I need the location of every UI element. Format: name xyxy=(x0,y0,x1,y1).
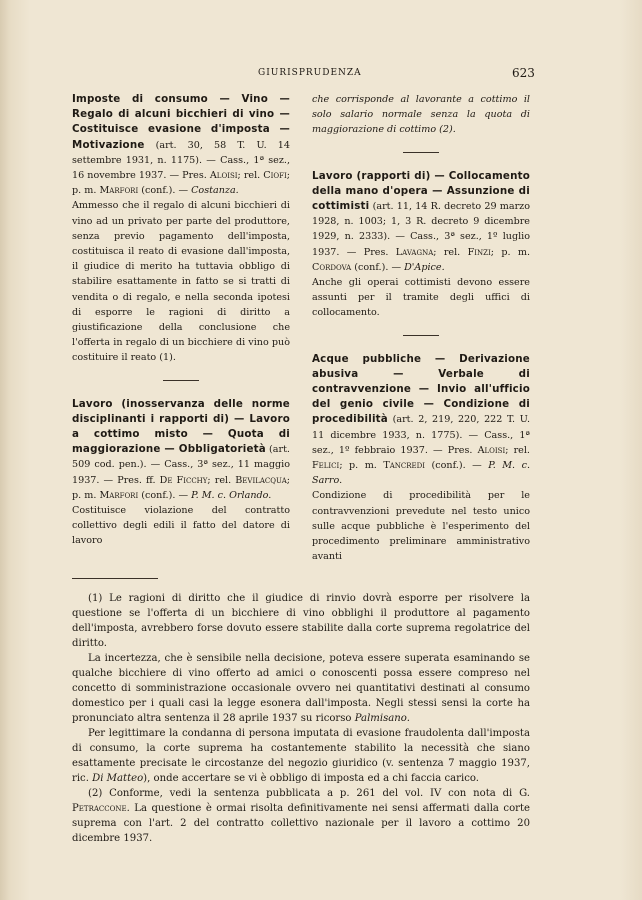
case-summary: Ammesso che il regalo di alcuni bicchieri di vino ad un privato per parte del produttore, senza previo pagamento dell'imposta, costituisca il reato di evasione dall'imposta, il giudice di merito ha tuttavia obbligo di stabilire esattamente in fatto se si tratti di vendita o di regalo, e nella seconda ipotesi di esporre le ragioni di diritto a giustificazione della conclusione che l'offerta in regalo di un bicchiere di vino può costituire il reato (1). xyxy=(72,200,290,364)
footnote-1: (1) Le ragioni di diritto che il giudice di rinvio dovrà esporre per risolvere la questione se l'offerta di un bicchiere di vino obblighi il produttore al pagamento dell'imposta, avrebbero forse dovuto essere stabilite dalla corte suprema regolatrice del diritto. xyxy=(72,593,530,649)
case-summary: Costituisce violazione del contratto collettivo degli edili il fatto del datore di lavoro xyxy=(72,505,290,547)
footnote-2: (2) Conforme, vedi la sentenza pubblicata a p. 261 del vol. IV con nota di G. Petraccone. La questione è ormai risolta definitivamente nei sensi affermati dalla corte suprema con l'art. 2 del contratto collettivo nazionale per il lavoro a cottimo 20 dicembre 1937. xyxy=(72,788,530,844)
left-column xyxy=(72,92,290,549)
footnotes xyxy=(72,591,530,846)
footnote-rule xyxy=(72,578,158,579)
case-heading: Lavoro (inosservanza delle norme disciplinanti i rapporti di) — Lavoro a cottimo misto — Quota di maggiorazione — Obbligatorietà (art. 509 cod. pen.). — Cass., 3ª sez., 11 maggio 1937. — Pres. ff. De Ficchy; rel. Bevilacqua; p. m. Marfori (conf.). — P. M. c. Orlando. xyxy=(72,397,290,501)
section-divider xyxy=(403,152,439,153)
case-summary-continued: che corrisponde al lavorante a cottimo il solo salario normale senza la quota di maggiorazione di cottimo (2). xyxy=(312,94,530,136)
page-number: 623 xyxy=(512,66,535,80)
section-divider xyxy=(403,335,439,336)
right-column xyxy=(312,92,530,564)
case-heading: Acque pubbliche — Derivazione abusiva — Verbale di contravvenzione — Invio all'ufficio del genio civile — Condizione di procedibilità (art. 2, 219, 220, 222 T. U. 11 dicembre 1933, n. 1775). — Cass., 1ª sez., 1º febbraio 1937. — Pres. Aloisi; rel. Felici; p. m. Tancredi (conf.). — P. M. c. Sarro. xyxy=(312,352,530,487)
running-title: GIURISPRUDENZA xyxy=(258,68,362,78)
footnote-1-para-3: Per legittimare la condanna di persona imputata di evasione fraudolenta dall'imposta di consumo, la corte suprema ha costantemente stabilito la necessità che siano esattamente precisate le circostanze del negozio giuridico (v. sentenza 7 maggio 1937, ric. Di Matteo), onde accertare se vi è obbligo di imposta ed a chi faccia carico. xyxy=(72,728,530,784)
footnote-1-para-2: La incertezza, che è sensibile nella decisione, poteva essere superata esaminando se qualche bicchiere di vino offerto ad amici o conoscenti possa essere compreso nel concetto di somministrazione occasionale ovvero nei quantitativi destinati al consumo domestico per i quali casi la legge esonera dall'imposta. Negli stessi sensi la corte ha pronunciato altra sentenza il 28 aprile 1937 su ricorso Palmisano. xyxy=(72,653,530,724)
case-heading: Imposte di consumo — Vino — Regalo di alcuni bicchieri di vino — Costituisce evasione d'imposta — Motivazione (art. 30, 58 T. U. 14 settembre 1931, n. 1175). — Cass., 1ª sez., 16 novembre 1937. — Pres. Aloisi; rel. Ciofi; p. m. Marfori (conf.). — Costanza. xyxy=(72,93,290,197)
case-summary: Anche gli operai cottimisti devono essere assunti per il tramite degli uffici di collocamento. xyxy=(312,277,530,319)
section-divider xyxy=(163,380,199,381)
case-heading: Lavoro (rapporti di) — Collocamento della mano d'opera — Assunzione di cottimisti (art. 11, 14 R. decreto 29 marzo 1928, n. 1003; 1, 3 R. decreto 9 dicembre 1929, n. 2333). — Cass., 3ª sez., 1º luglio 1937. — Pres. Lavagna; rel. Finzi; p. m. Cordova (conf.). — D'Apice. xyxy=(312,169,530,273)
running-head xyxy=(0,66,642,80)
case-summary: Condizione di procedibilità per le contravvenzioni prevedute nel testo unico sulle acque pubbliche è l'esperimento del procedimento preliminare amministrativo avanti xyxy=(312,490,530,563)
